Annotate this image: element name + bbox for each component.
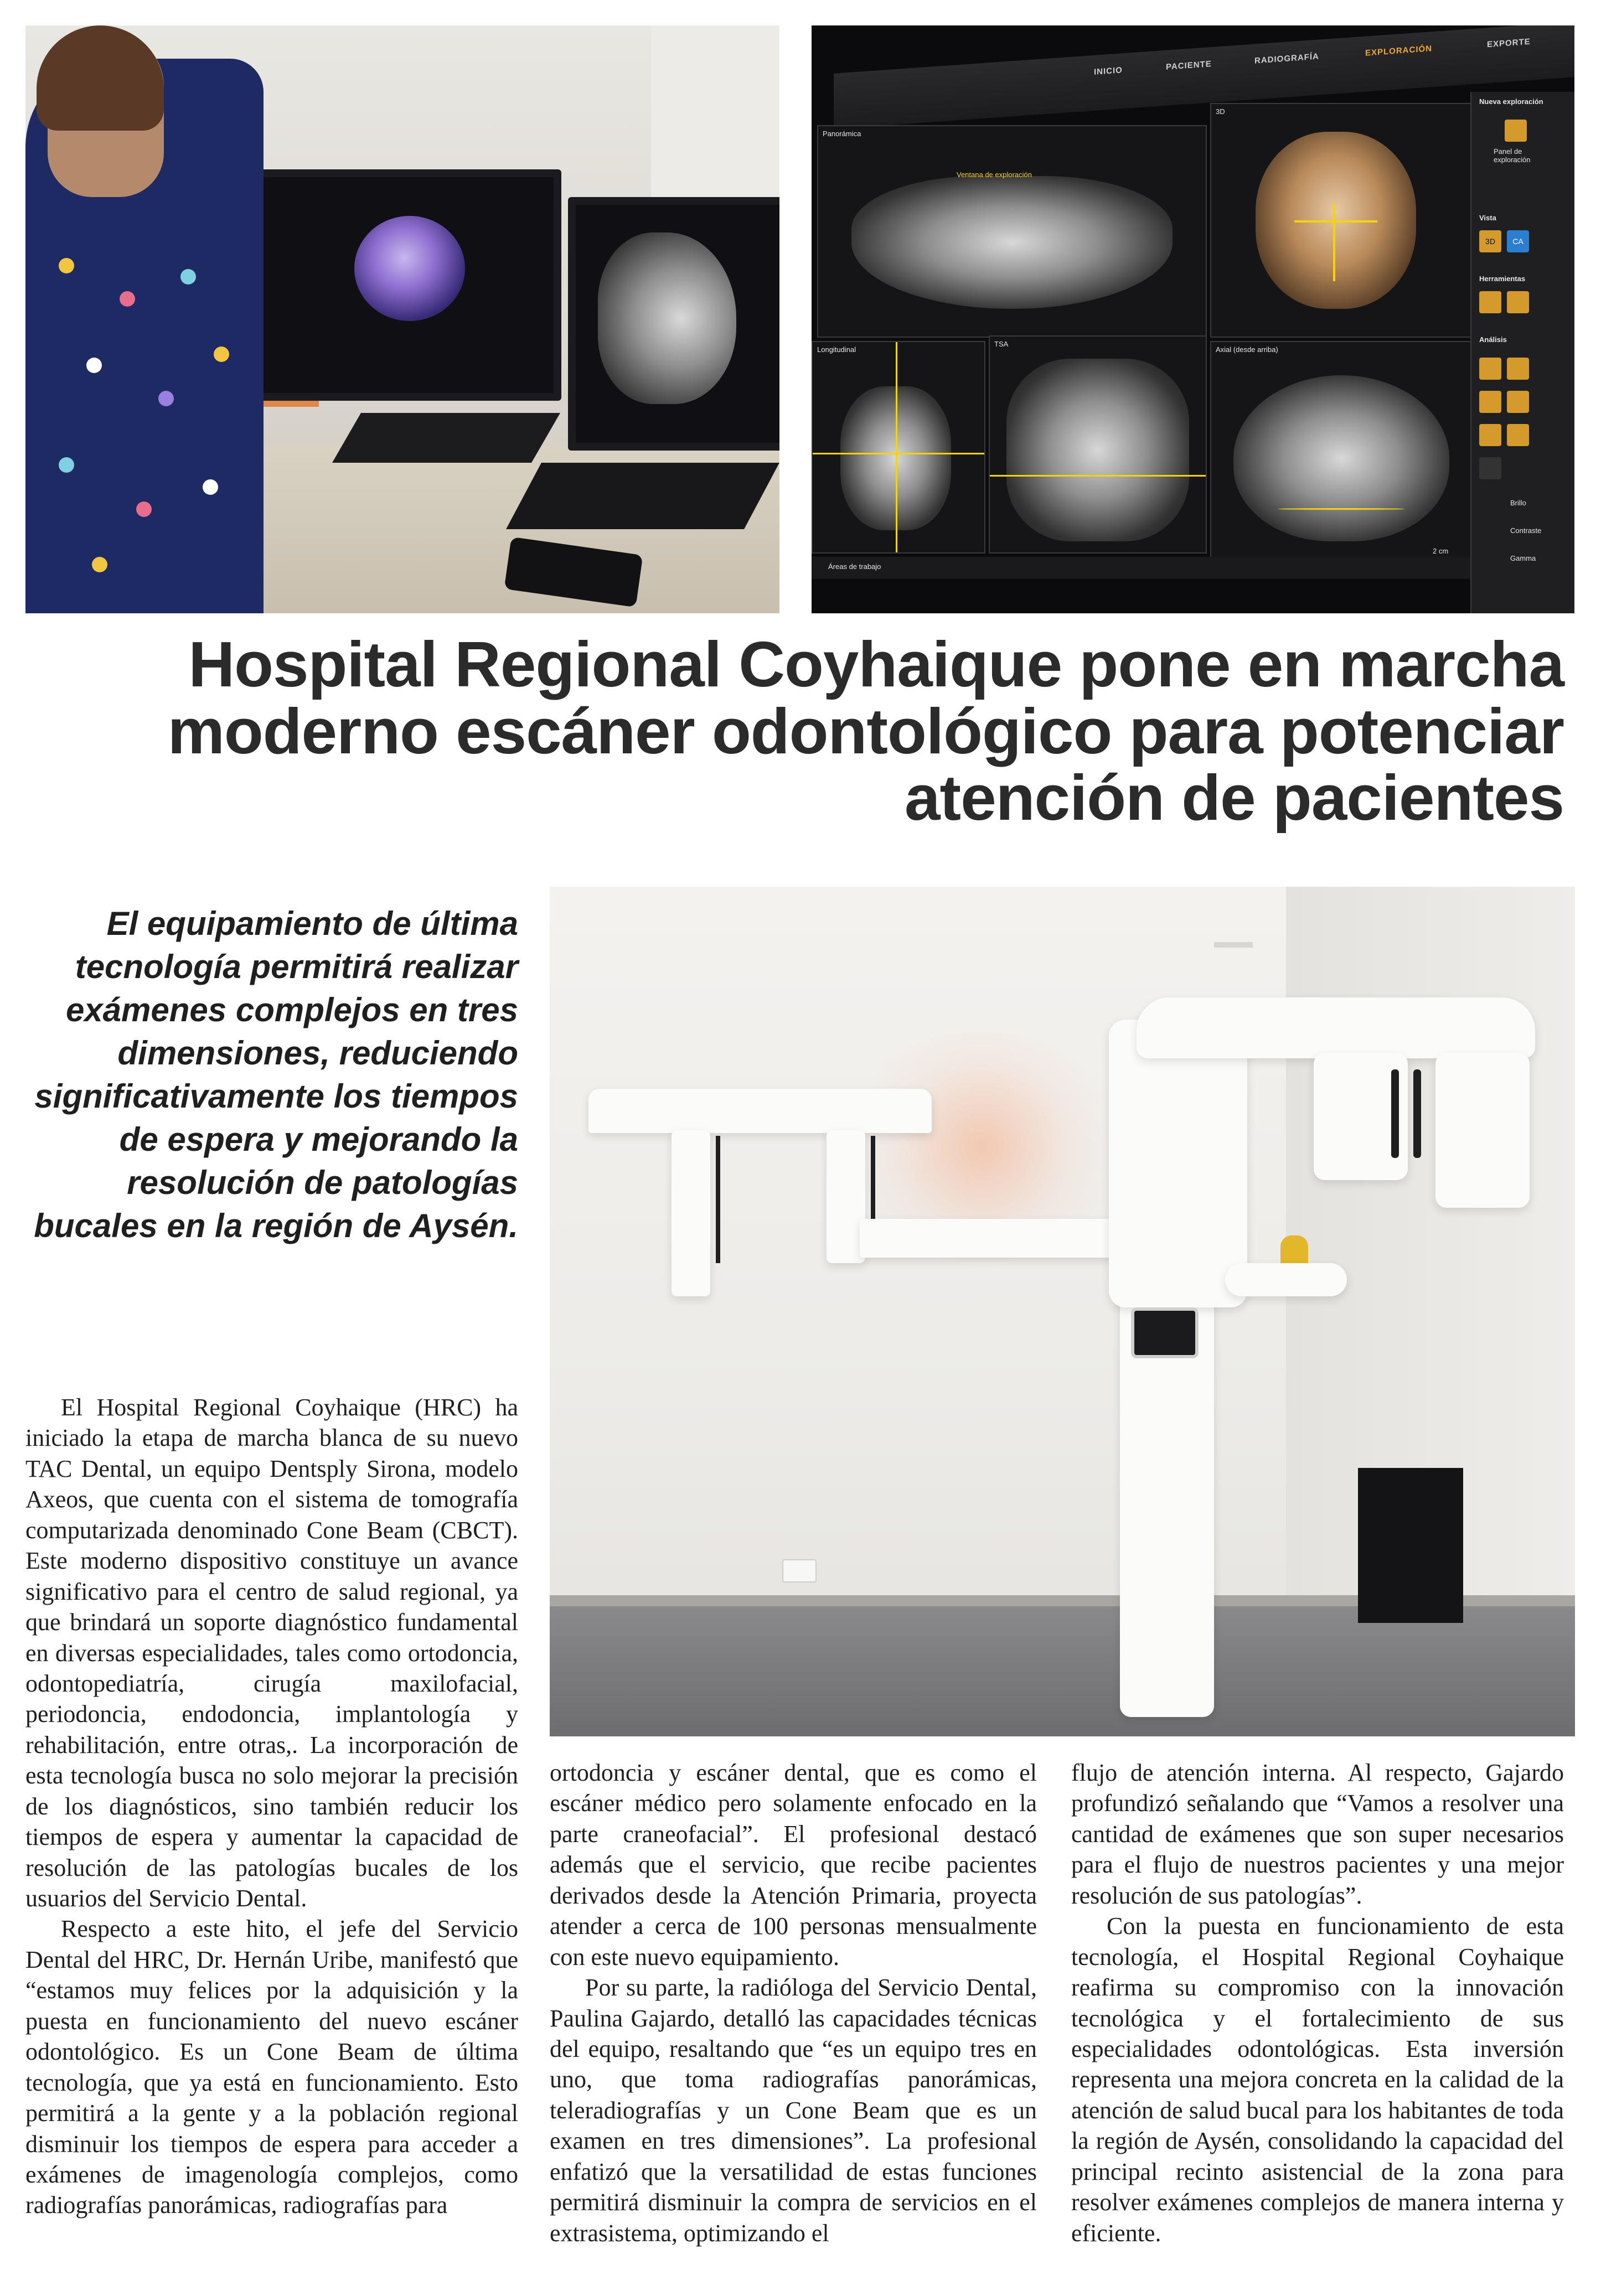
scanner-ceph-head (588, 1089, 932, 1133)
scanner-handle (1413, 1069, 1421, 1158)
sw-contraste-label: Contraste (1510, 526, 1542, 535)
sw-panel-3d (1210, 103, 1473, 338)
sw-tab-exporte: EXPORTE (1487, 37, 1531, 50)
sw-analysis-icon (1479, 424, 1501, 446)
photo-outlet (782, 1559, 817, 1583)
scanner-power-unit (1358, 1468, 1463, 1623)
paragraph: Respecto a este hito, el jefe del Servicio Dental del HRC, Dr. Hernán Uribe, manifestó que “estamos muy felices por la adquisición y la puesta en funcionamiento del nuevo escáner odontológico. Es un Cone Beam de última tecnología, que ya está en funcionamiento. Esto permitirá a la gente y a la población regional disminuir los tiempos de espera para acceder a exámenes de imagenología complejos, como radiografías panorámicas, radiografías para (25, 1915, 518, 2219)
sw-herramientas-label: Herramientas (1479, 275, 1526, 283)
sw-adjust-icon (1479, 457, 1501, 479)
sw-side-header: Nueva exploración (1479, 97, 1543, 106)
sw-panel-axial (1210, 341, 1473, 565)
paragraph: Con la puesta en funcionamiento de esta tecnología, el Hospital Regional Coyhaique reafirma su compromiso con la innovación tecnológica y el fortalecimiento de sus especialidades odontológicas. Esta inversión representa una mejora concreta en la calidad de la atención de salud bucal para los habitantes de toda la región de Aysén, consolidando la capacidad del principal recinto asistencial de la zona para resolver exámenes complejos de manera interna y eficiente. (1071, 1912, 1564, 2247)
sw-tab-radiografia: RADIOGRAFÍA (1254, 51, 1319, 66)
paragraph: flujo de atención interna. Al respecto, Gajardo profundizó señalando que “Vamos a resolver una cantidad de exámenes que son super necesarios para el flujo de nuestros pacientes y una mejor resolución de sus patologías”. (1071, 1759, 1564, 1909)
photo-keyboard-1 (332, 413, 560, 463)
article-column-3 (1071, 1757, 1564, 2248)
sw-side-panel (1470, 92, 1574, 613)
sw-taskbar (812, 557, 1470, 579)
scanner-housing (1109, 1020, 1247, 1307)
sw-tab-paciente: PACIENTE (1166, 59, 1212, 72)
photo-ceiling-fixture (1214, 942, 1253, 948)
article-headline (66, 628, 1564, 834)
photo-floor (550, 1606, 1575, 1736)
paragraph: El Hospital Regional Coyhaique (HRC) ha iniciado la etapa de marcha blanca de su nuevo TAC Dental, un equipo Dentsply Sirona, modelo Axeos, que cuenta con el sistema de tomografía computarizada denominado Cone Beam (CBCT). Este moderno dispositivo constituye un avance significativo para el centro de salud regional, ya que brindará un soporte diagnóstico fundamental en diversas especialidades, tales como ortodoncia, odontopediatría, cirugía maxilofacial, periodoncia, endodoncia, implantología y rehabilitación, entre otras,. La incorporación de esta tecnología busca no solo mejorar la precisión de los diagnósticos, sino también reducir los tiempos de espera y aumentar la capacidad de resolución de las patologías bucales de los usuarios del Servicio Dental. (25, 1394, 518, 1912)
sw-brillo-label: Brillo (1510, 499, 1526, 507)
sw-panel-tsa (989, 335, 1207, 554)
sw-panel-label: Longitudinal (817, 345, 856, 354)
paragraph: Por su parte, la radióloga del Servicio Dental, Paulina Gajardo, detalló las capacidades técnicas del equipo, resaltando que “es un equipo tres en uno, que toma radiografías panorámicas, teleradiografías y un Cone Beam que es un examen en tres dimensiones”. La profesional enfatizó que la versatilidad de estas funciones permitirá disminuir la compra de servicios en el extrasistema, optimizando el (550, 1974, 1037, 2247)
sw-scale: 2 cm (1433, 547, 1449, 555)
photo-keyboard-2 (506, 463, 779, 529)
headline-line: atención de pacientes (905, 762, 1564, 834)
photo-software-screen (812, 25, 1574, 613)
sw-analysis-icon (1507, 424, 1529, 446)
sw-tool-icon (1507, 291, 1529, 313)
sw-analysis-icon (1507, 391, 1529, 413)
photo-monitor-left (252, 169, 561, 401)
sw-panel-label: 3D (1216, 107, 1225, 116)
scanner-handle-bar (1225, 1263, 1347, 1296)
scanner-ceph-post-left (672, 1130, 710, 1296)
photo-monitor-right (568, 197, 779, 451)
sw-panel-label: Panorámica (823, 130, 861, 138)
photo-dental-scanner (550, 887, 1575, 1736)
sw-panel-label: TSA (994, 340, 1009, 348)
sw-gamma-label: Gamma (1510, 554, 1536, 562)
sw-vista-3d-button: 3D (1479, 230, 1501, 252)
scanner-ceph-rod (716, 1136, 720, 1263)
sw-panel-longitudinal (812, 341, 985, 554)
headline-line: Hospital Regional Coyhaique pone en marcha (188, 628, 1564, 700)
sw-vista-ca-button: CA (1507, 230, 1529, 252)
sw-tab-inicio: INICIO (1094, 65, 1123, 77)
scanner-top-arm (1137, 997, 1535, 1058)
scanner-head-right (1435, 1053, 1530, 1208)
article-column-1 (25, 1392, 518, 2221)
sw-tab-exploracion: EXPLORACIÓN (1365, 44, 1433, 58)
photo-hair (37, 25, 164, 131)
photo-operator-workstation (25, 25, 779, 613)
sw-analisis-label: Análisis (1479, 335, 1507, 344)
sw-analysis-icon (1479, 358, 1501, 380)
sw-vista-label: Vista (1479, 214, 1496, 222)
sw-annotation: Ventana de exploración (957, 170, 1032, 179)
sw-tool-icon (1479, 291, 1501, 313)
sw-analysis-icon (1507, 358, 1529, 380)
headline-line: moderno escáner odontológico para potenciar (167, 695, 1564, 767)
sw-panel-exploracion-label: Panel de exploración (1494, 147, 1531, 164)
sw-analysis-icon (1479, 391, 1501, 413)
sw-panel-panoramica (817, 125, 1207, 338)
scanner-control-screen (1131, 1307, 1199, 1358)
sw-panel-label: Axial (desde arriba) (1216, 345, 1278, 354)
scanner-handle (1391, 1069, 1399, 1158)
sw-workspace-label: Áreas de trabajo (828, 562, 881, 571)
article-column-2 (550, 1757, 1037, 2248)
paragraph: ortodoncia y escáner dental, que es como el escáner médico pero solamente enfocado en la parte craneofacial”. El profesional destacó además que el servicio, que recibe pacientes derivados desde la Atención Primaria, proyecta atender a cerca de 100 personas mensualmente con este nuevo equipamiento. (550, 1759, 1037, 1971)
sw-panel-icon (1505, 120, 1527, 142)
article-lead: El equipamiento de última tecnología permitirá realizar exámenes complejos en tres dimensiones, reduciendo significativamente los tiempos de espera y mejorando la resolución de patologías bucales en la región de Aysén. (34, 905, 518, 1244)
